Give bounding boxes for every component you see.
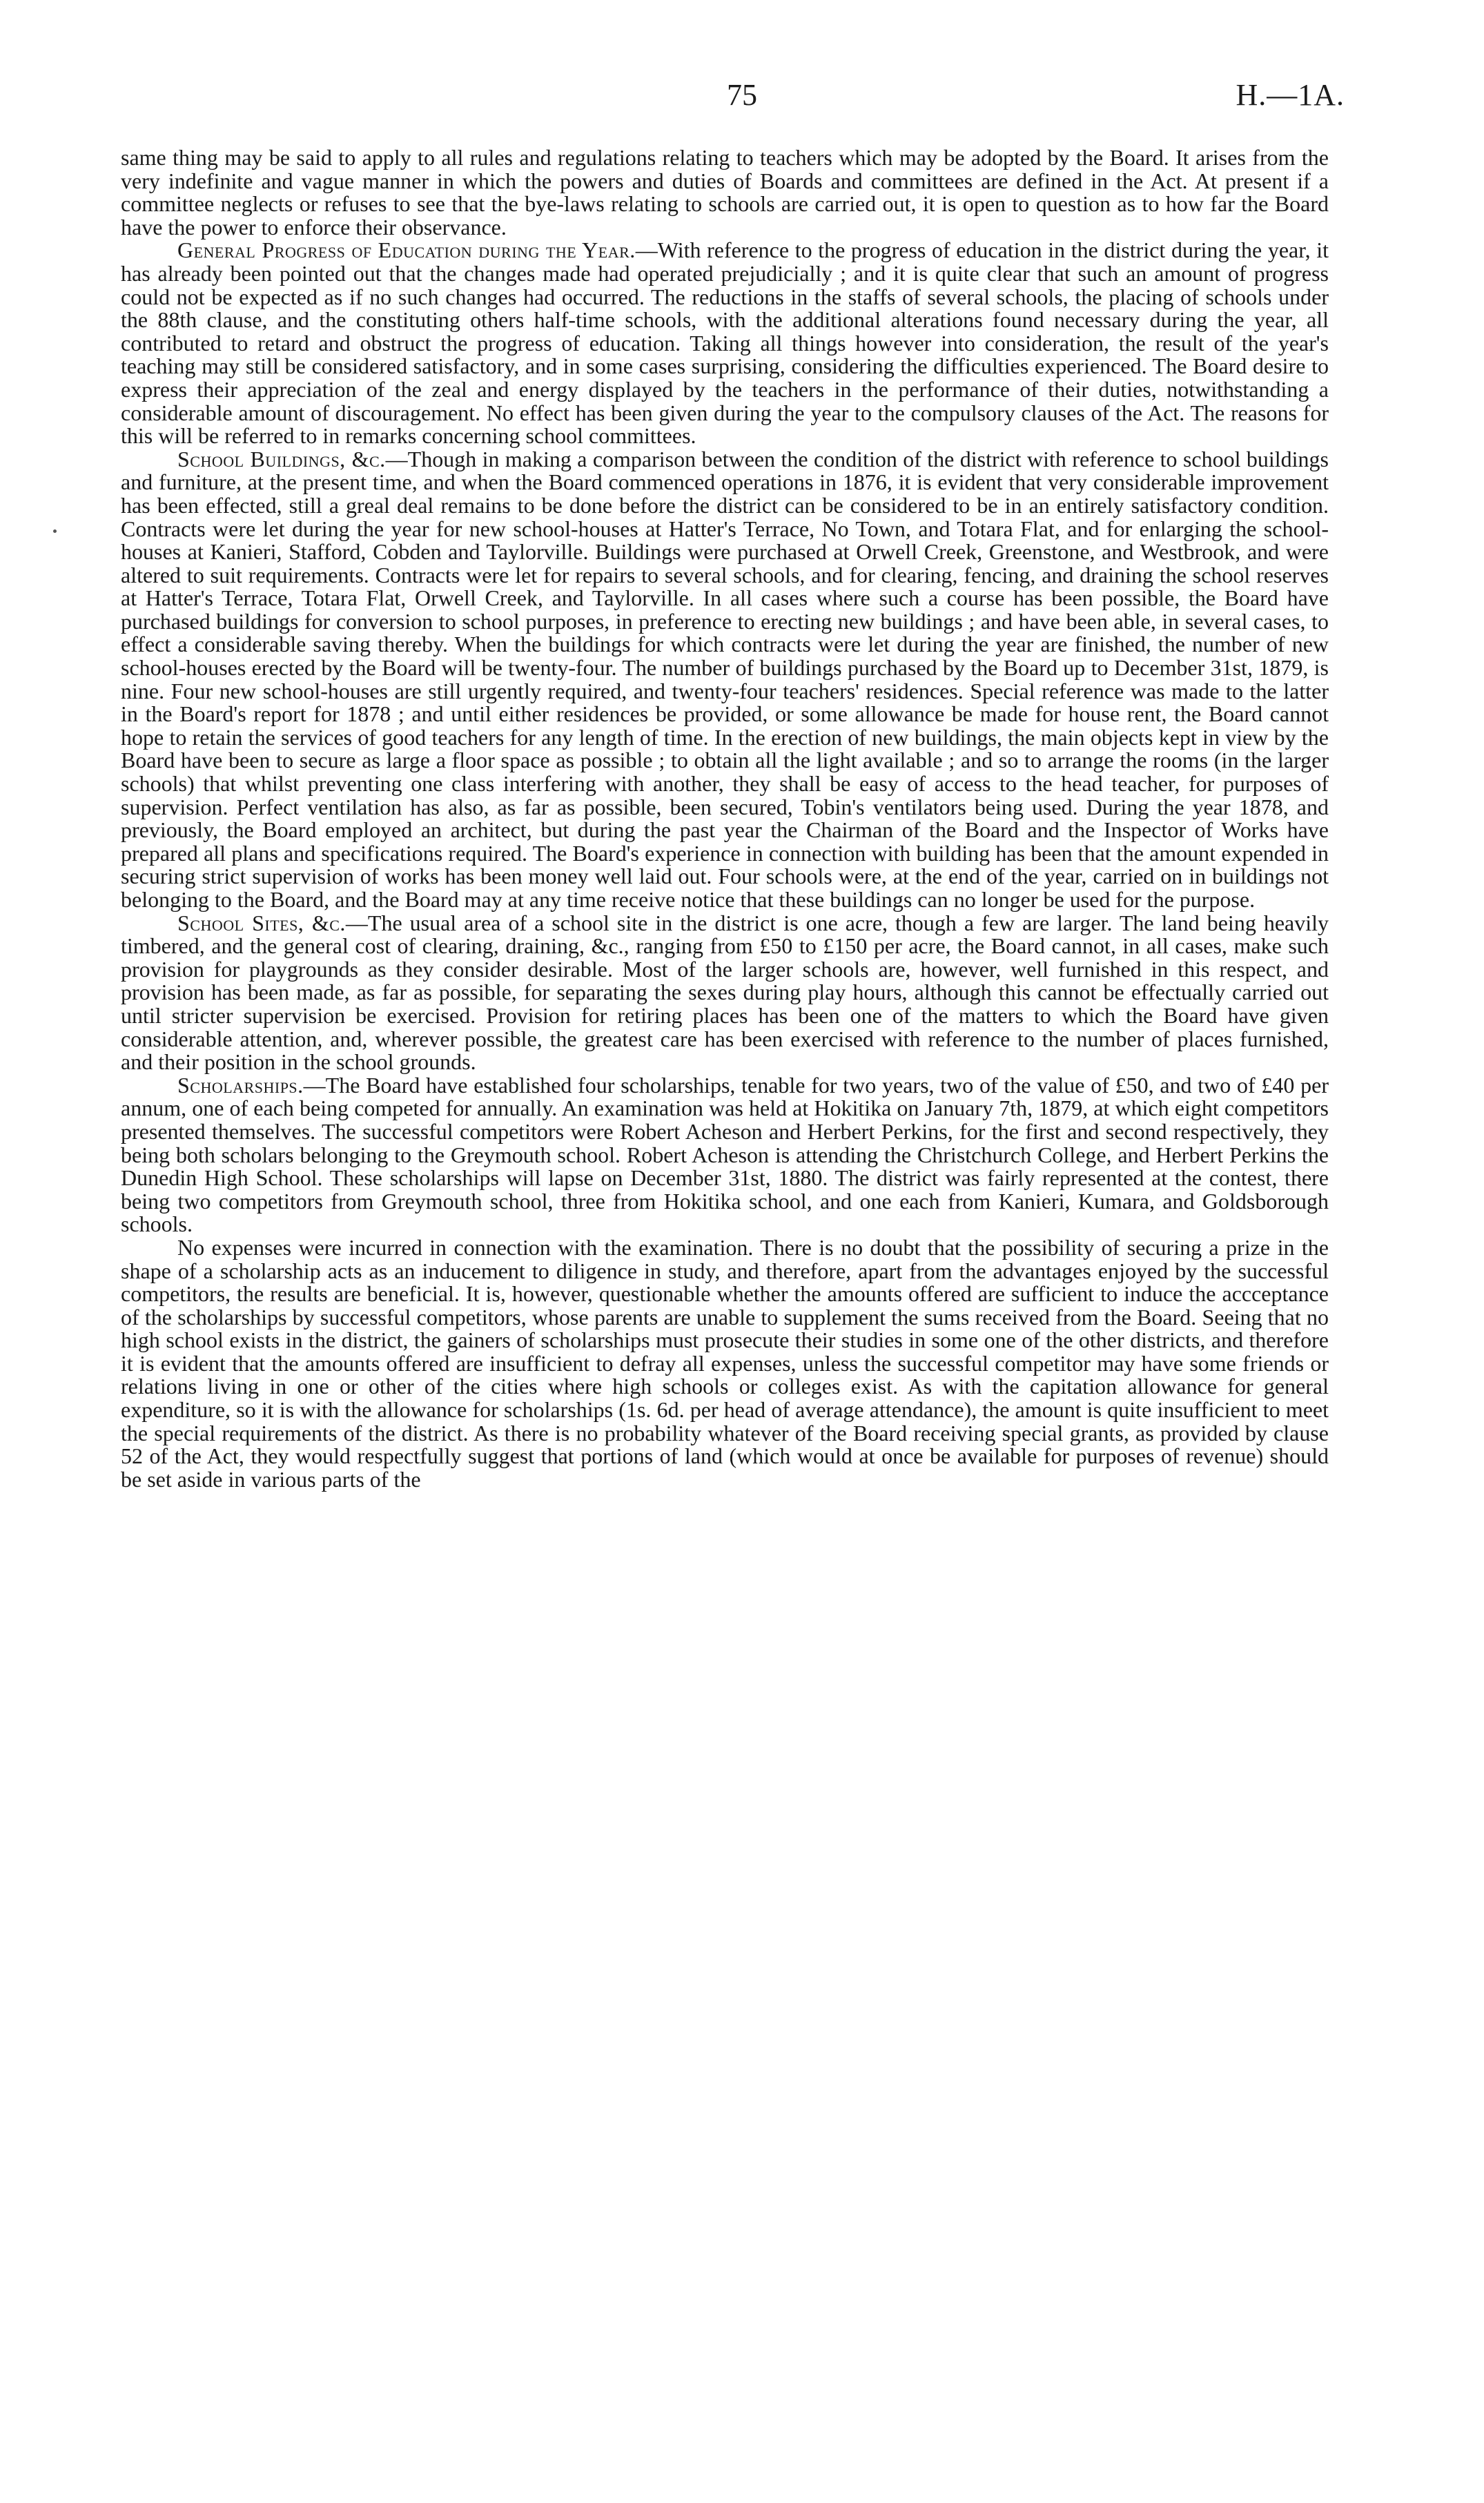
body-text	[121, 146, 1329, 1491]
paragraph-scholarship-expenses	[121, 1236, 1329, 1492]
paragraph-general-progress	[121, 239, 1329, 447]
margin-mark	[53, 529, 57, 533]
section-heading: School Buildings, &c.	[177, 446, 386, 471]
paragraph-continuation	[121, 146, 1329, 239]
paragraph-text: same thing may be said to apply to all rules and regulations relating to teachers which may be adopted by the Board. It arises from the very indefinite and vague manner in which the powers and duties of Boards and committees are defined in the Act. At present if a committee neglects or refuses to see that the bye-laws relating to schools are carried out, it is open to question as to how far the Board have the power to enforce their observance.	[121, 145, 1329, 240]
document-reference: H.—1A.	[1236, 78, 1345, 112]
paragraph-text: —The usual area of a school site in the district is one acre, though a few are larger. The land being heavily timbered, and the general cost of clearing, draining, &c., ranging from £50 to £150 per acre, the Board cannot, in all cases, make such provision for playgrounds as they consider desirable. Most of the larger schools are, however, well furnished in this respect, and provision has been made, as far as possible, for separating the sexes during play hours, although this cannot be effectually carried out until stricter supervision be exercised. Provision for retiring places has been one of the matters to which the Board have given considerable attention, and, wherever possible, the greatest care has been exercised with reference to the number of places furnished, and their position in the school grounds.	[121, 910, 1329, 1075]
paragraph-scholarships	[121, 1074, 1329, 1236]
paragraph-school-sites	[121, 912, 1329, 1074]
page-number: 75	[727, 78, 757, 112]
section-heading: General Progress of Education during the Year.	[177, 237, 636, 263]
section-heading: School Sites, &c.	[177, 910, 346, 935]
paragraph-text: —With reference to the progress of education in the district during the year, it has already been pointed out that the changes made had operated prejudicially ; and it is quite clear that such an amount of progress could not be expected as if no such changes had occurred. The reductions in the staffs of several schools, the placing of schools under the 88th clause, and the constituting others half-time schools, with the additional alterations found necessary during the year, all contributed to retard and obstruct the progress of education. Taking all things however into consideration, the result of the year's teaching may still be considered satisfactory, and in some cases surprising, considering the difficulties experienced. The Board desire to express their appreciation of the zeal and energy displayed by the teachers in the performance of their duties, notwithstanding a considerable amount of discouragement. No effect has been given during the year to the compulsory clauses of the Act. The reasons for this will be referred to in remarks concerning school committees.	[121, 237, 1329, 449]
section-heading: Scholarships.	[177, 1072, 304, 1098]
paragraph-text: —The Board have established four scholarships, tenable for two years, two of the value of £50, and two of £40 per annum, one of each being competed for annually. An examination was held at Hokitika on January 7th, 1879, at which eight competitors presented themselves. The successful competitors were Robert Acheson and Herbert Perkins, for the first and second respectively, they being both scholars belonging to the Greymouth school. Robert Acheson is attending the Christchurch College, and Herbert Perkins the Dunedin High School. These scholarships will lapse on December 31st, 1880. The district was fairly represented at the contest, there being two competitors from Greymouth school, three from Hokitika school, and one each from Kanieri, Kumara, and Goldsborough schools.	[121, 1072, 1329, 1237]
paragraph-school-buildings	[121, 448, 1329, 912]
paragraph-text: —Though in making a comparison between the condition of the district with reference to school buildings and furniture, at the present time, and when the Board commenced operations in 1876, it is evident that very considerable improvement has been effected, still a greal deal remains to be done before the district can be considered to be in an entirely satisfactory condition. Contracts were let during the year for new school-houses at Hatter's Terrace, No Town, and Totara Flat, and for enlarging the school-houses at Kanieri, Stafford, Cobden and Taylorville. Buildings were purchased at Orwell Creek, Greenstone, and Westbrook, and were altered to suit requirements. Contracts were let for repairs to several schools, and for clearing, fencing, and draining the school reserves at Hatter's Terrace, Totara Flat, Orwell Creek, and Taylorville. In all cases where such a course has been possible, the Board have purchased buildings for conversion to school purposes, in preference to erecting new buildings ; and have been able, in several cases, to effect a considerable saving thereby. When the buildings for which contracts were let during the year are finished, the number of new school-houses erected by the Board will be twenty-four. The number of buildings purchased by the Board up to December 31st, 1879, is nine. Four new school-houses are still urgently required, and twenty-four teachers' residences. Special reference was made to the latter in the Board's report for 1878 ; and until either residences be provided, or some allowance be made for house rent, the Board cannot hope to retain the services of good teachers for any length of time. In the erection of new buildings, the main objects kept in view by the Board have been to secure as large a floor space as possible ; to obtain all the light available ; and so to arrange the rooms (in the larger schools) that whilst preventing one class interfering with another, they shall be easy of access to the head teacher, for purposes of supervision. Perfect ventilation has also, as far as possible, been secured, Tobin's ventilators being used. During the year 1878, and previously, the Board employed an architect, but during the past year the Chairman of the Board and the Inspector of Works have prepared all plans and specifications required. The Board's experience in connection with building has been that the amount expended in securing strict supervision of works has been money well laid out. Four schools were, at the end of the year, carried on in buildings not belonging to the Board, and the Board may at any time receive notice that these buildings can no longer be used for the purpose.	[121, 446, 1329, 912]
paragraph-text: No expenses were incurred in connection with the examination. There is no doubt that the possibility of securing a prize in the shape of a scholarship acts as an inducement to diligence in study, and therefore, apart from the advantages enjoyed by the successful competitors, the results are beneficial. It is, however, questionable whether the amounts offered are sufficient to induce the accceptance of the scholarships by successful competitors, whose parents are unable to supplement the sums received from the Board. Seeing that no high school exists in the district, the gainers of scholarships must prosecute their studies in some one of the other districts, and therefore it is evident that the amounts offered are insufficient to defray all expenses, unless the successful competitor may have some friends or relations living in one or other of the cities where high schools or colleges exist. As with the capitation allowance for general expenditure, so it is with the allowance for scholarships (1s. 6d. per head of average attendance), the amount is quite insufficient to meet the special requirements of the district. As there is no probability whatever of the Board receiving special grants, as provided by clause 52 of the Act, they would respectfully suggest that portions of land (which would at once be available for purposes of revenue) should be set aside in various parts of the	[121, 1234, 1329, 1492]
